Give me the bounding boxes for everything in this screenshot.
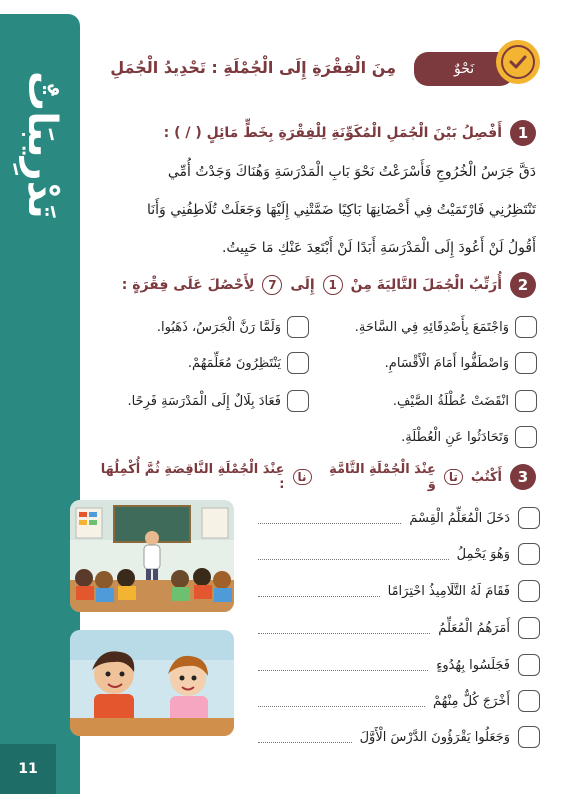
q3-item-text: فَقَامَ لَهُ التَّلَامِيذُ احْتِرَامًا	[387, 583, 510, 599]
q3-number: 3	[510, 464, 536, 490]
tag-box[interactable]	[518, 543, 540, 565]
answer-line[interactable]	[258, 549, 449, 560]
lesson-title: مِنَ الْفِقْرَةِ إِلَى الْجُمْلَةِ : تَحْدِيدُ الْجُمَلِ	[110, 58, 396, 77]
order-box[interactable]	[287, 352, 309, 374]
answer-line[interactable]	[258, 586, 380, 597]
q3-part-c: عِنْدَ الْجُمْلَةِ النَّاقِصَةِ ثُمَّ أُكْمِلُهَا :	[100, 462, 285, 492]
q1-line-2: تَنْتَظِرُنِي فَارْتَمَيْتُ فِي أَحْضَانِهَا بَاكِيًا ضَمَّتْنِي إِلَيْهَا وَجَعَلَتْ تُلَاطِفُنِي وَأَنَا	[146, 202, 536, 218]
q3-item-text: وَهُوَ يَحْمِلُ	[456, 546, 510, 562]
order-box[interactable]	[287, 390, 309, 412]
q3-item-text: دَخَلَ الْمُعَلِّمُ الْقِسْمَ	[409, 510, 510, 526]
students-illustration	[70, 630, 234, 736]
q3-item-text: فَجَلَسُوا بِهُدُوءٍ	[436, 657, 510, 673]
q2-option-l1[interactable]	[157, 316, 309, 338]
q1-number: 1	[510, 120, 536, 146]
q3-item-1[interactable]	[250, 507, 540, 529]
tag-box[interactable]	[518, 580, 540, 602]
q3-item-3[interactable]	[250, 580, 540, 602]
answer-line[interactable]	[258, 732, 352, 743]
q3-item-7[interactable]	[250, 726, 540, 748]
q3-item-text: وَجَعَلُوا يَقْرَؤُونَ الدَّرْسَ الْأَوَّلَ	[359, 729, 510, 745]
page-number: 11	[0, 744, 56, 794]
q2-option-text: يَنْتَظِرُونَ مُعَلِّمَهُمْ.	[187, 355, 281, 371]
checkmark-icon	[501, 45, 535, 79]
q1-instruction: أَفْصِلُ بَيْنَ الْجُمَلِ الْمُكَوِّنَةِ لِلْفِقْرَةِ بِخَطٍّ مَائِلٍ ( / ) :	[163, 125, 502, 141]
q2-option-text: وَلَمَّا رَنَّ الْجَرَسُ، ذَهَبُوا.	[156, 319, 281, 335]
q2-to: 7	[262, 275, 282, 295]
q2-instruction-a: أُرَتِّبُ الْجُمَلَ التَّالِيَةَ مِنْ	[350, 277, 502, 293]
order-box[interactable]	[515, 352, 537, 374]
q2-option-r2[interactable]	[385, 352, 537, 374]
q3-part-a: أَكْتُبُ	[470, 469, 502, 485]
order-box[interactable]	[287, 316, 309, 338]
check-badge	[496, 40, 540, 84]
q1-heading	[96, 120, 536, 146]
q2-instruction-b: إِلَى	[290, 277, 315, 293]
q2-option-text: فَعَادَ بِلَالٌ إِلَى الْمَدْرَسَةِ فَرِحًا.	[127, 393, 281, 409]
q3-item-text: أَمَرَهُمُ الْمُعَلِّمُ	[438, 620, 510, 636]
classroom-illustration	[70, 500, 234, 612]
tag-complete: تا	[444, 469, 463, 485]
q2-from: 1	[323, 275, 343, 295]
order-box[interactable]	[515, 426, 537, 448]
answer-line[interactable]	[258, 623, 430, 634]
q3-part-b: عِنْدَ الْجُمْلَةِ التَّامَّةِ وَ	[329, 462, 436, 492]
q2-option-text: وَتَحَادَثُوا عَنِ الْعُطْلَةِ.	[401, 429, 509, 445]
tag-box[interactable]	[518, 617, 540, 639]
q3-item-4[interactable]	[250, 617, 540, 639]
q2-option-r1[interactable]	[355, 316, 537, 338]
order-box[interactable]	[515, 316, 537, 338]
q1-line-3: أَقُولُ لَنْ أَعُودَ إِلَى الْمَدْرَسَةِ أَبَدًا لَنْ أَبْتَعِدَ عَنْكِ مَا حَيِيتُ.	[221, 240, 536, 256]
order-box[interactable]	[515, 390, 537, 412]
q3-item-5[interactable]	[250, 654, 540, 676]
q3-item-2[interactable]	[250, 543, 540, 565]
answer-line[interactable]	[258, 513, 401, 524]
q2-option-text: انْقَضَتْ عُطْلَةُ الصَّيْفِ.	[392, 393, 509, 409]
q2-number: 2	[510, 272, 536, 298]
tag-box[interactable]	[518, 654, 540, 676]
q2-option-l2[interactable]	[188, 352, 309, 374]
sidebar	[0, 14, 80, 794]
q3-item-text: أَخْرَجَ كُلٌّ مِنْهُمْ	[432, 693, 510, 709]
q2-option-r4[interactable]	[401, 426, 537, 448]
q2-option-r3[interactable]	[393, 390, 537, 412]
tag-box[interactable]	[518, 726, 540, 748]
answer-line[interactable]	[258, 696, 425, 707]
tag-box[interactable]	[518, 690, 540, 712]
tag-box[interactable]	[518, 507, 540, 529]
sidebar-title: تَدْرِيبَاتٌ	[19, 71, 65, 219]
category-badge: نَحْوٌ	[414, 52, 514, 86]
q3-item-6[interactable]	[250, 690, 540, 712]
q2-option-l3[interactable]	[127, 390, 309, 412]
q3-heading	[96, 462, 536, 492]
answer-line[interactable]	[258, 660, 428, 671]
q2-option-text: وَاصْطَفُّوا أَمَامَ الْأَقْسَامِ.	[384, 355, 509, 371]
q2-instruction-c: لِأَحْصُلَ عَلَى فِقْرَةٍ :	[121, 277, 255, 293]
q2-option-text: وَاجْتَمَعَ بِأَصْدِقَائِهِ فِي السَّاحَةِ.	[354, 319, 509, 335]
q2-heading	[96, 272, 536, 298]
q1-line-1: دَقَّ جَرَسُ الْخُرُوجِ فَأَسْرَعْتُ نَحْوَ بَابِ الْمَدْرَسَةِ وَهُنَاكَ وَجَدْتُ أُمِّي	[167, 164, 536, 180]
tag-incomplete: نا	[293, 469, 312, 485]
